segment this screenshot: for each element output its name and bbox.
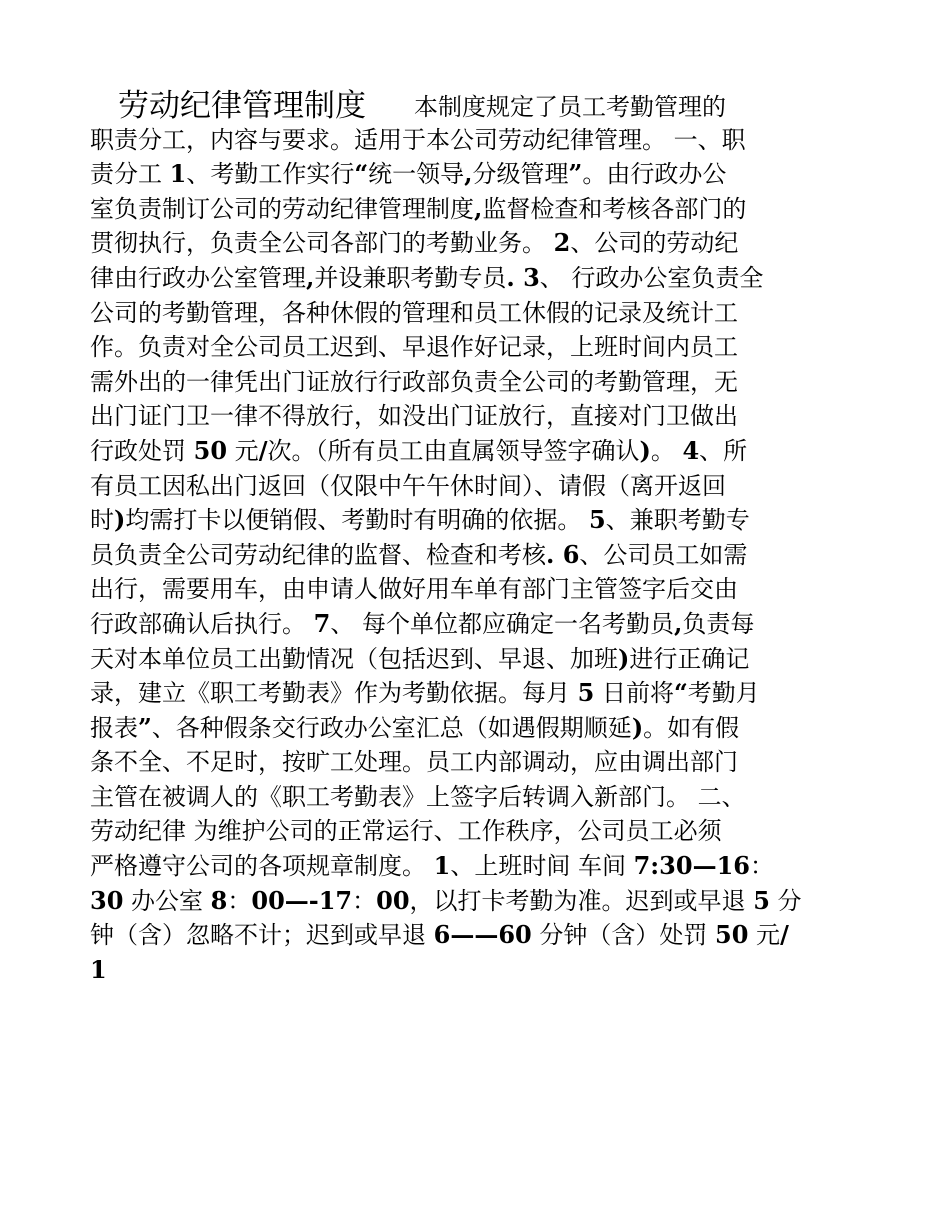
text-segment: 日前将 bbox=[594, 679, 674, 708]
text-segment: 元 bbox=[748, 921, 781, 950]
text-segment: 50 bbox=[715, 920, 749, 950]
text-segment: 00 bbox=[376, 885, 410, 915]
text-segment: 5 bbox=[589, 505, 606, 535]
text-line bbox=[90, 296, 860, 331]
text-segment: 分级管理 bbox=[472, 160, 569, 189]
text-segment: , bbox=[474, 193, 483, 223]
text-segment: 主管在被调人的《职工考勤表》上签字后转调入新部门。 二、 bbox=[90, 782, 746, 811]
text-segment: 00—-17 bbox=[251, 885, 353, 915]
text-line bbox=[90, 226, 860, 261]
text-segment: , bbox=[464, 159, 473, 189]
text-segment: 2 bbox=[553, 228, 571, 258]
text-segment: ： bbox=[352, 886, 377, 915]
text-segment: 负责每 bbox=[682, 609, 755, 638]
text-segment: 员负责全公司劳动纪律的监督、检查和考核 bbox=[90, 540, 546, 569]
text-segment: 7 bbox=[313, 608, 331, 638]
text-segment: 责分工 bbox=[90, 160, 170, 189]
text-segment: 、上班时间 车间 bbox=[450, 852, 634, 881]
text-segment: 统一领导 bbox=[368, 160, 465, 189]
text-segment: , bbox=[306, 262, 315, 292]
text-segment: 次。（所有员工由直属领导签字确认 bbox=[267, 436, 640, 465]
text-line bbox=[90, 123, 860, 158]
text-segment: 、考勤工作实行 bbox=[186, 160, 355, 189]
text-line bbox=[90, 814, 860, 849]
text-segment: 时 bbox=[90, 506, 114, 535]
text-line bbox=[90, 884, 860, 919]
text-line bbox=[90, 330, 860, 365]
text-line bbox=[90, 711, 860, 746]
document-body bbox=[90, 88, 860, 987]
text-segment: 7:30—16 bbox=[633, 851, 750, 881]
text-segment: ： bbox=[227, 886, 252, 915]
text-segment: 5 bbox=[577, 678, 595, 708]
text-segment: ” bbox=[568, 159, 583, 189]
text-segment: 。如有假 bbox=[643, 713, 740, 742]
text-segment: / bbox=[258, 435, 268, 465]
text-segment: 分钟（含）处罚 bbox=[531, 921, 716, 950]
text-segment: 出行，需要用车，由申请人做好用车单有部门主管签字后交由 bbox=[90, 575, 738, 604]
text-segment: 元 bbox=[227, 436, 259, 465]
text-segment: 有员工因私出门返回（仅限中午午休时间）、请假（离开返回 bbox=[90, 471, 726, 500]
text-segment: 出门证门卫一律不得放行，如没出门证放行，直接对门卫做出 bbox=[90, 402, 738, 431]
text-segment: 、公司员工如需 bbox=[579, 540, 748, 569]
text-segment: ” bbox=[138, 712, 152, 742]
text-segment: 、 每个单位都应确定一名考勤员 bbox=[330, 609, 674, 638]
text-segment: , bbox=[673, 608, 683, 638]
text-line bbox=[90, 503, 860, 538]
text-segment: 室负责制订公司的劳动纪律管理制度 bbox=[90, 194, 474, 223]
text-segment: 进行正确记 bbox=[629, 644, 750, 673]
text-segment: 6——60 bbox=[433, 920, 532, 950]
text-line bbox=[90, 849, 860, 884]
text-segment: ) bbox=[631, 712, 644, 742]
text-line bbox=[90, 434, 860, 469]
text-segment: 报表 bbox=[90, 713, 138, 742]
text-segment: 并设兼职考勤专员 bbox=[314, 263, 507, 292]
text-line bbox=[90, 469, 860, 504]
text-segment: 4 bbox=[682, 435, 700, 465]
text-segment: 。由行政办公 bbox=[582, 160, 727, 189]
text-segment: 、兼职考勤专 bbox=[605, 506, 750, 535]
text-line bbox=[90, 88, 860, 123]
text-segment: 本制度规定了员工考勤管理的 bbox=[414, 93, 726, 121]
text-segment: 30 bbox=[90, 885, 124, 915]
text-segment: 律由行政办公室管理 bbox=[90, 263, 306, 292]
text-segment: . 3 bbox=[506, 262, 540, 292]
text-segment: 、所 bbox=[699, 436, 748, 465]
text-line bbox=[90, 676, 860, 711]
text-segment: 条不全、不足时，按旷工处理。员工内部调动，应由调出部门 bbox=[90, 748, 738, 777]
text-line bbox=[90, 780, 860, 815]
text-line bbox=[90, 607, 860, 642]
text-line bbox=[90, 399, 860, 434]
text-segment: 劳动纪律 为维护公司的正常运行、工作秩序，公司员工必须 bbox=[90, 817, 722, 846]
text-segment: 行政处罚 bbox=[90, 436, 194, 465]
text-segment: 考勤月 bbox=[687, 679, 760, 708]
document-title: 劳动纪律管理制度 bbox=[118, 88, 366, 124]
text-segment: 、公司的劳动纪 bbox=[570, 229, 739, 258]
text-segment: 监督检查和考核各部门的 bbox=[482, 194, 747, 223]
text-segment: ) bbox=[114, 505, 126, 535]
text-segment: 8 bbox=[210, 885, 228, 915]
text-segment: ，以打卡考勤为准。迟到或早退 bbox=[409, 886, 754, 915]
text-segment: 严格遵守公司的各项规章制度。 bbox=[90, 852, 434, 881]
text-segment: / bbox=[780, 920, 789, 950]
text-segment: 作。负责对全公司员工迟到、早退作好记录，上班时间内员工 bbox=[90, 333, 738, 362]
text-line bbox=[90, 261, 860, 296]
text-segment: 办公室 bbox=[123, 886, 211, 915]
text-segment: 行政部确认后执行。 bbox=[90, 609, 314, 638]
text-line bbox=[90, 745, 860, 780]
text-segment: 1 bbox=[169, 159, 187, 189]
text-segment: 钟（含）忽略不计；迟到或早退 bbox=[90, 921, 434, 950]
text-line bbox=[90, 642, 860, 677]
text-segment: ) bbox=[618, 643, 630, 673]
text-segment: 、各种假条交行政办公室汇总（如遇假期顺延 bbox=[151, 713, 632, 742]
text-segment: 录，建立《职工考勤表》作为考勤依据。每月 bbox=[90, 679, 578, 708]
text-line bbox=[90, 572, 860, 607]
text-segment: 均需打卡以便销假、考勤时有明确的依据。 bbox=[125, 506, 589, 535]
text-segment: 5 bbox=[753, 885, 770, 915]
text-segment: ： bbox=[749, 852, 774, 881]
text-segment: 分 bbox=[769, 886, 802, 915]
text-line bbox=[90, 953, 860, 988]
text-segment: “ bbox=[354, 159, 369, 189]
text-line bbox=[90, 918, 860, 953]
text-segment: 50 bbox=[193, 435, 228, 465]
text-segment: 1 bbox=[433, 851, 451, 881]
text-line bbox=[90, 365, 860, 400]
text-line bbox=[90, 538, 860, 573]
text-segment: 、 行政办公室负责全 bbox=[539, 263, 764, 292]
text-segment: 需外出的一律凭出门证放行行政部负责全公司的考勤管理，无 bbox=[90, 367, 738, 396]
text-segment: 天对本单位员工出勤情况（包括迟到、早退、加班 bbox=[90, 644, 618, 673]
text-segment: ) bbox=[639, 435, 651, 465]
text-segment: . 6 bbox=[546, 539, 580, 569]
text-line bbox=[90, 192, 860, 227]
text-segment: 1 bbox=[90, 954, 107, 984]
text-segment: 职责分工，内容与要求。适用于本公司劳动纪律管理。 一、职 bbox=[90, 125, 746, 154]
text-segment: 贯彻执行，负责全公司各部门的考勤业务。 bbox=[90, 229, 554, 258]
text-segment: 。 bbox=[650, 436, 683, 465]
text-line bbox=[90, 157, 860, 192]
text-segment: “ bbox=[673, 678, 688, 708]
text-segment: 公司的考勤管理，各种休假的管理和员工休假的记录及统计工 bbox=[90, 298, 738, 327]
